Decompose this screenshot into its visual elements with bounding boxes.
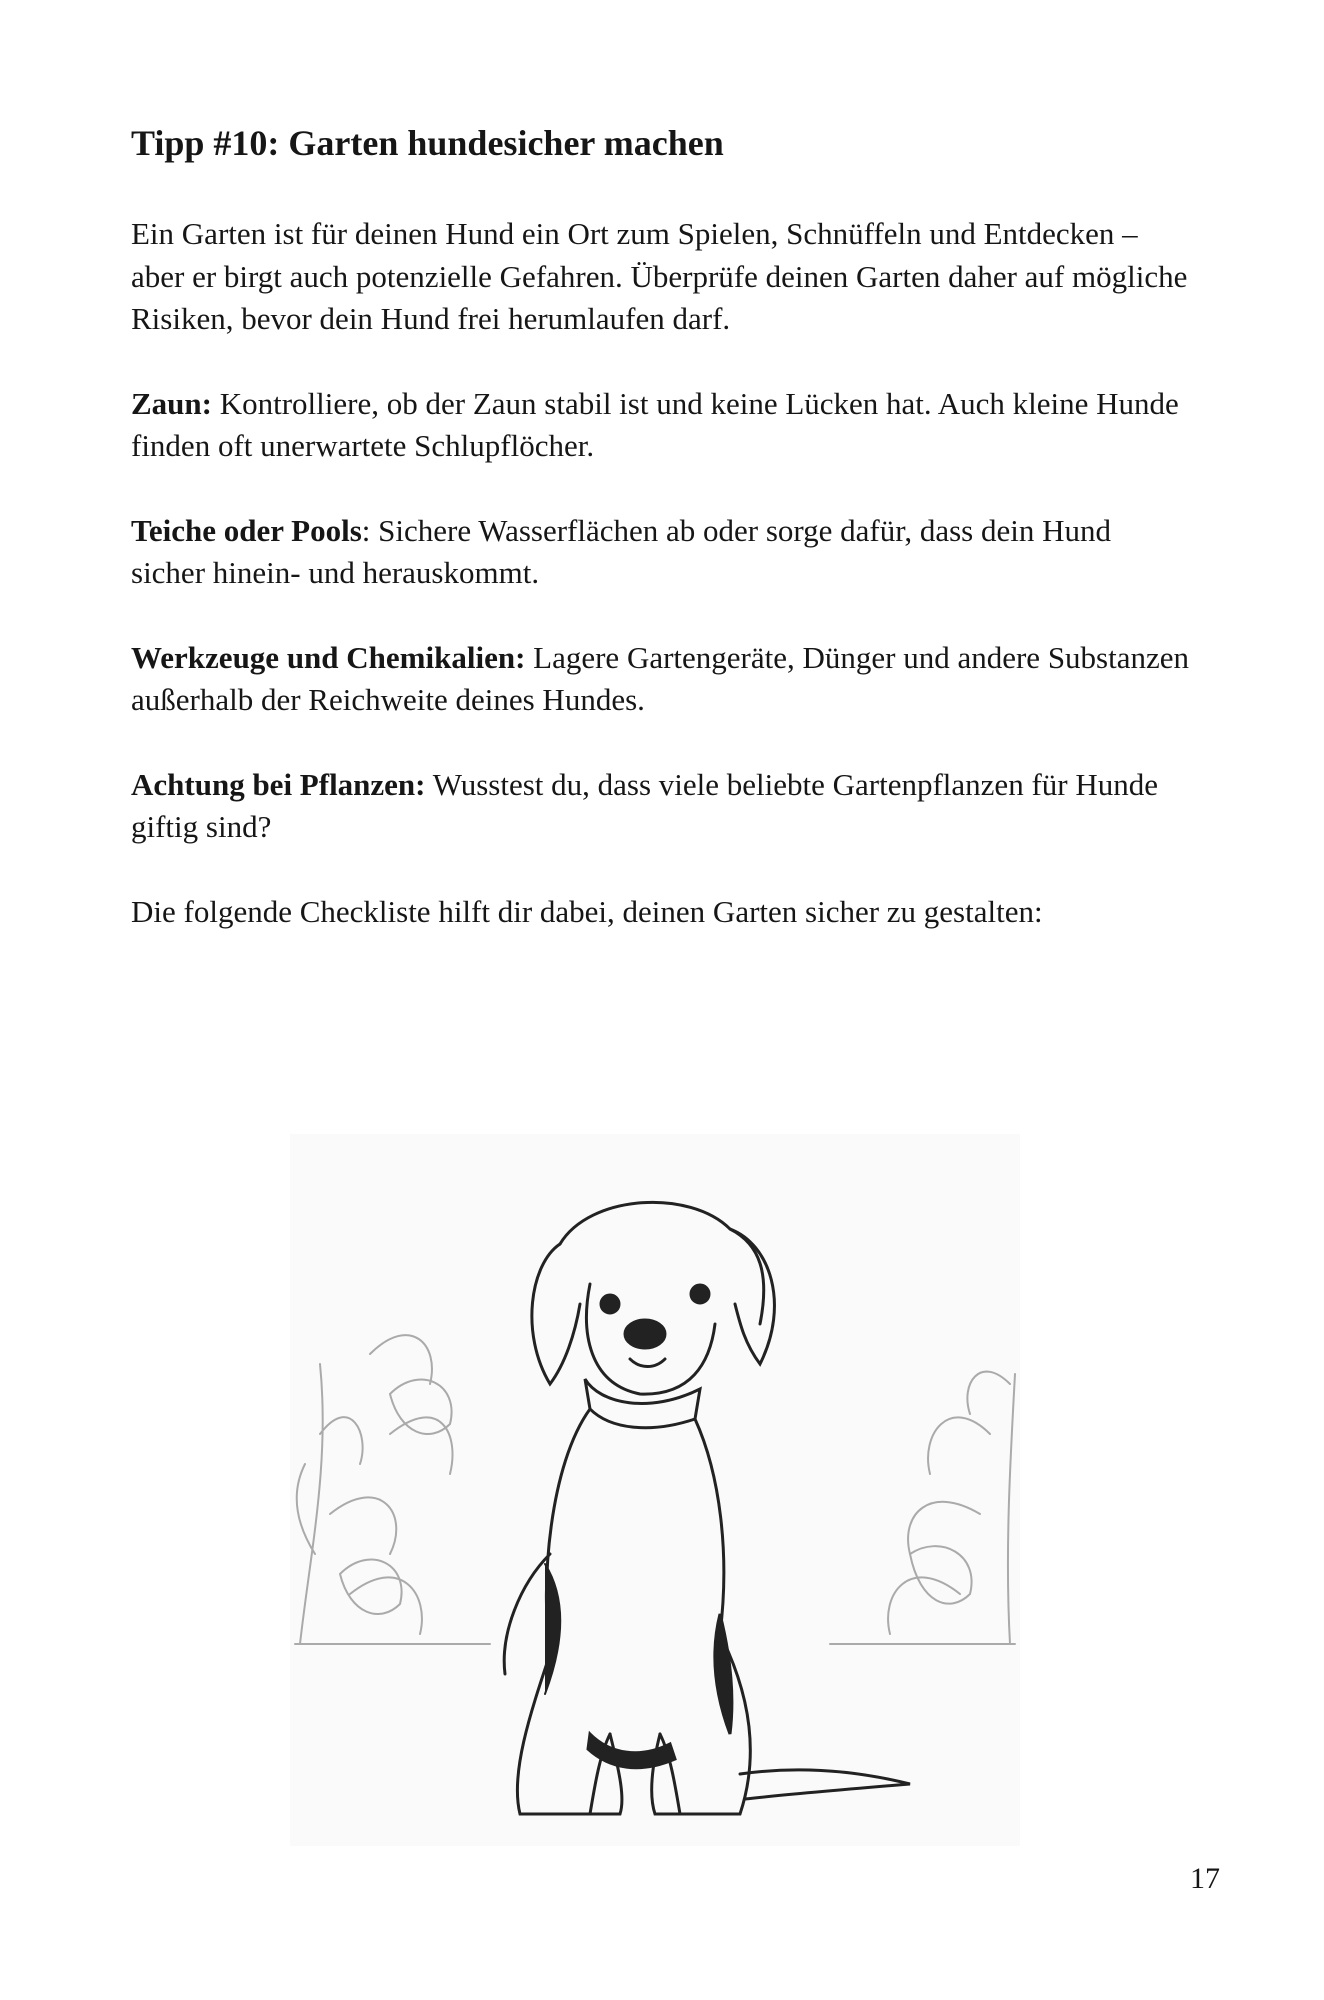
paragraph-label: Teiche oder Pools — [131, 512, 362, 548]
paragraph-text: Kontrolliere, ob der Zaun stabil ist und keine Lücken hat. Auch kleine Hunde finden oft unerwartete Schlupflöcher. — [131, 385, 1179, 463]
paragraph-text: : Sichere Wasserflächen ab oder sorge dafür, dass dein Hund sicher hinein- und herauskommt. — [131, 512, 1111, 590]
paragraph-text: Lagere Gartengeräte, Dünger und andere Substanzen außerhalb der Reichweite deines Hundes. — [131, 639, 1190, 717]
paragraph-text: Wusstest du, dass viele beliebte Gartenpflanzen für Hunde giftig sind? — [131, 766, 1158, 844]
paragraph-text: Ein Garten ist für deinen Hund ein Ort zum Spielen, Schnüffeln und Entdecken – aber er birgt auch potenzielle Gefahren. Überprüfe deinen Garten daher auf mögliche Risiken, bevor dein Hund frei herumlaufen darf. — [131, 216, 1188, 336]
paragraph-label: Achtung bei Pflanzen: — [131, 766, 426, 802]
paragraph-plants — [131, 764, 1191, 849]
paragraph-ponds — [131, 510, 1191, 595]
paragraph-label: Werkzeuge und Chemikalien: — [131, 639, 526, 675]
paragraph-intro — [131, 213, 1191, 341]
paragraph-text: Die folgende Checkliste hilft dir dabei, deinen Garten sicher zu gestalten: — [131, 893, 1043, 929]
paragraph-checklist — [131, 891, 1191, 934]
page-heading: Tipp #10: Garten hundesicher machen — [131, 123, 724, 163]
page-content — [131, 118, 1191, 975]
dog-illustration — [290, 1134, 1020, 1846]
page-number: 17 — [1190, 1862, 1220, 1895]
paragraph-tools — [131, 637, 1191, 722]
paragraph-label: Zaun: — [131, 385, 212, 421]
paragraph-fence — [131, 383, 1191, 468]
